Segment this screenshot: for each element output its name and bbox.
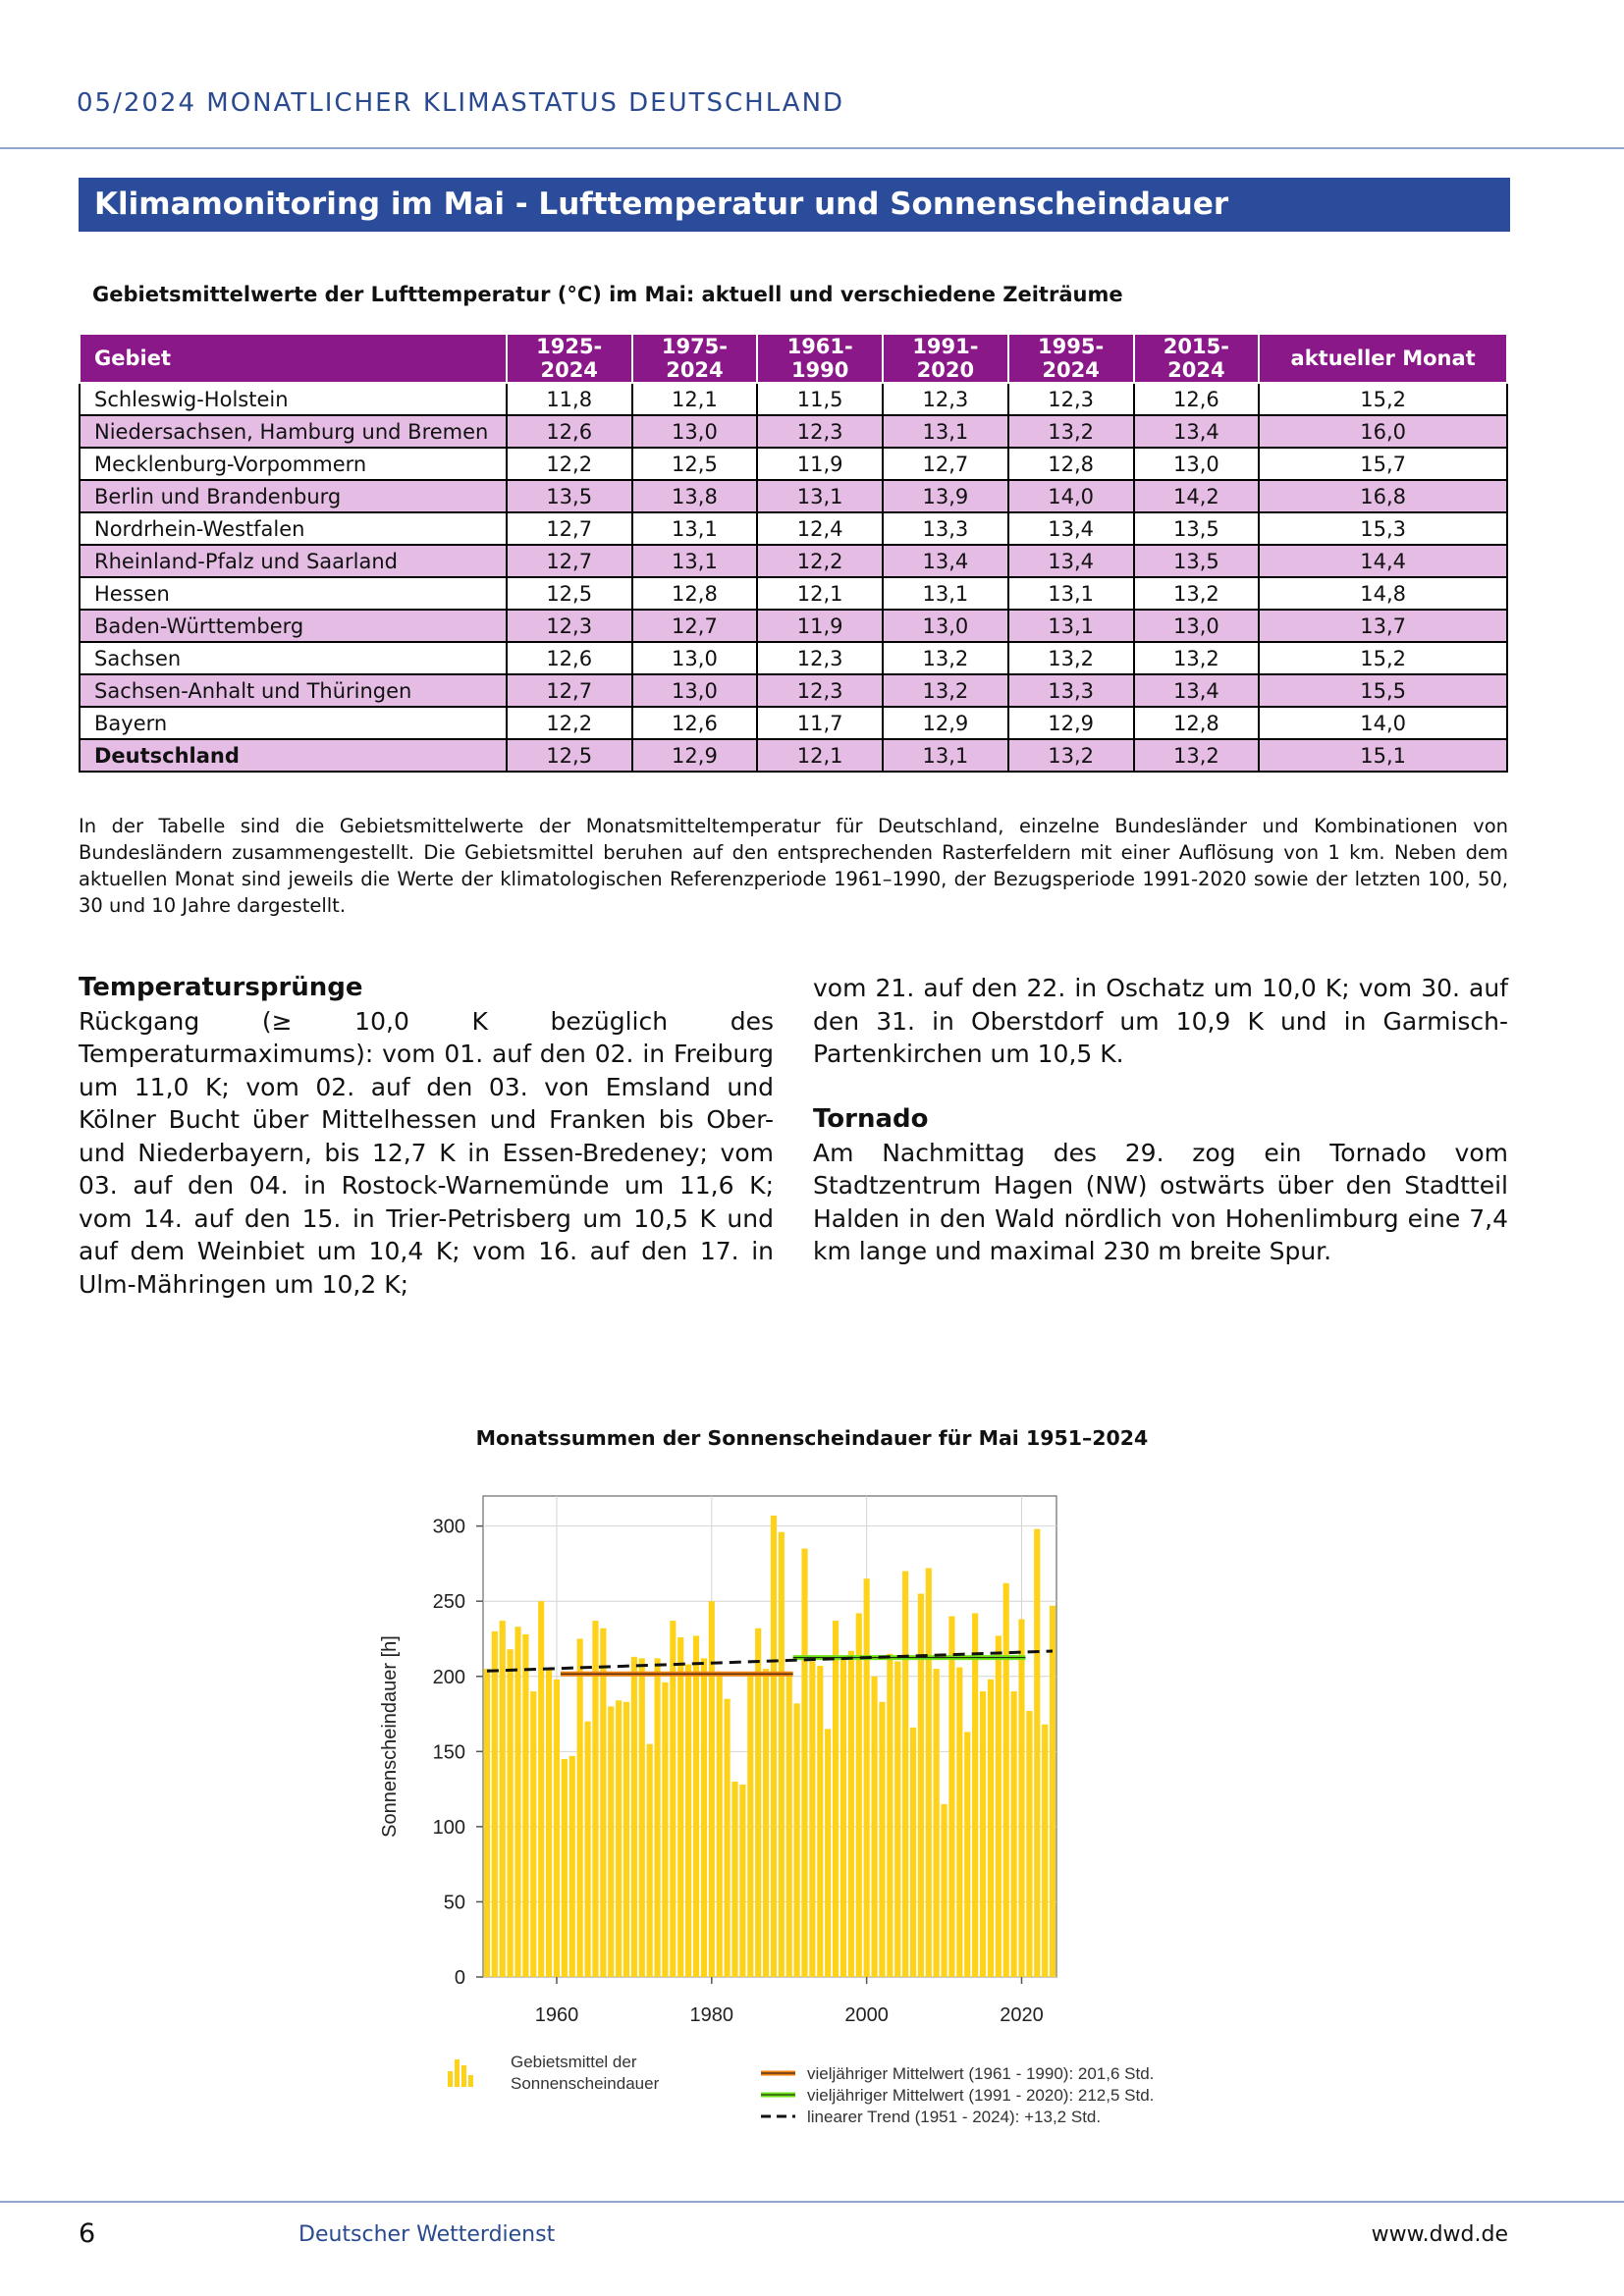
table-cell-value: 12,7	[507, 545, 632, 577]
table-cell-value: 12,3	[883, 383, 1008, 415]
table-cell-region: Hessen	[80, 577, 507, 610]
header-divider	[0, 147, 1624, 149]
table-cell-value: 12,8	[1134, 707, 1260, 739]
table-cell-value: 13,1	[883, 415, 1008, 448]
table-cell-value: 16,0	[1259, 415, 1507, 448]
page-number: 6	[79, 2218, 96, 2249]
table-cell-value: 15,5	[1259, 674, 1507, 707]
table-note: In der Tabelle sind die Gebietsmittelwerte der Monatsmitteltemperatur für Deutschland, einzelne Bundesländer und Kombinationen von Bundesländern zusammengestellt. Die Gebietsmittel beruhen auf den entsprechenden Rasterfeldern mit einer Auflösung von 1 km. Neben dem aktuellen Monat sind jeweils die Werte der klimatologischen Referenzperiode 1961–1990, der Bezugsperiode 1991-2020 sowie der letzten 100, 50, 30 und 10 Jahre dargestellt.	[79, 815, 1508, 917]
table-row	[80, 545, 1507, 577]
bar	[492, 1631, 498, 1977]
table-row	[80, 512, 1507, 545]
table-header-row	[80, 334, 1507, 383]
table-cell-value: 13,4	[1134, 415, 1260, 448]
table-header-cell: 1975-2024	[632, 334, 758, 383]
table-cell-value: 12,3	[757, 674, 883, 707]
bar	[538, 1601, 544, 1977]
table-cell-value: 15,7	[1259, 448, 1507, 480]
table-cell-value: 12,4	[757, 512, 883, 545]
x-tick-label: 1980	[689, 2004, 734, 2026]
bar	[731, 1782, 737, 1977]
table-cell-value: 12,9	[883, 707, 1008, 739]
table-cell-value: 12,1	[757, 739, 883, 772]
bar	[1026, 1711, 1032, 1977]
table-header-cell: aktueller Monat	[1259, 334, 1507, 383]
bar	[685, 1665, 691, 1978]
table-cell-value: 15,1	[1259, 739, 1507, 772]
table-body	[80, 383, 1507, 772]
bar	[647, 1744, 653, 1977]
table-cell-value: 13,2	[883, 674, 1008, 707]
table-cell-value: 12,8	[1008, 448, 1134, 480]
table-cell-value: 12,6	[507, 415, 632, 448]
table-cell-value: 13,2	[883, 642, 1008, 674]
table-header-cell: 1995-2024	[1008, 334, 1134, 383]
table-cell-value: 13,5	[507, 480, 632, 512]
table-header-cell: 1991-2020	[883, 334, 1008, 383]
table-cell-value: 11,7	[757, 707, 883, 739]
table-cell-value: 13,1	[632, 545, 758, 577]
table-cell-value: 11,9	[757, 610, 883, 642]
temperature-jumps-body: Rückgang (≥ 10,0 K bezüglich des Temperaturmaximums): vom 01. auf den 02. in Freiburg um 11,0 K; vom 02. auf den 03. von Emsland und Kölner Bucht über Mittelhessen und Franken bis Ober- und Niederbayern, bis 12,7 K in Essen-Bredeney; vom 03. auf den 04. in Rostock-Warnemünde um 11,6 K; vom 14. auf den 15. in Trier-Petrisberg um 10,5 K und auf dem Weinbiet um 10,4 K; vom 16. auf den 17. in Ulm-Mähringen um 10,2 K;	[79, 1006, 774, 1299]
table-cell-value: 12,9	[632, 739, 758, 772]
table-cell-value: 13,1	[883, 577, 1008, 610]
bar	[739, 1785, 745, 1977]
table-cell-value: 12,1	[632, 383, 758, 415]
table-cell-value: 13,2	[1134, 642, 1260, 674]
table-cell-value: 13,0	[1134, 610, 1260, 642]
table-cell-region: Mecklenburg-Vorpommern	[80, 448, 507, 480]
table-row	[80, 642, 1507, 674]
table-cell-value: 12,6	[1134, 383, 1260, 415]
table-cell-region: Schleswig-Holstein	[80, 383, 507, 415]
table-cell-value: 12,8	[632, 577, 758, 610]
table-cell-value: 12,9	[1008, 707, 1134, 739]
table-cell-value: 13,1	[757, 480, 883, 512]
bar	[887, 1654, 893, 1977]
bar	[709, 1601, 715, 1977]
bar	[755, 1629, 761, 1977]
bar	[546, 1669, 552, 1977]
table-cell-value: 14,8	[1259, 577, 1507, 610]
table-cell-region: Sachsen	[80, 642, 507, 674]
bar	[786, 1672, 792, 1977]
bar	[554, 1680, 560, 1977]
table-cell-region: Berlin und Brandenburg	[80, 480, 507, 512]
y-tick-label: 50	[443, 1892, 465, 1914]
table-cell-value: 14,4	[1259, 545, 1507, 577]
y-tick-label: 0	[454, 1967, 465, 1989]
y-tick-label: 200	[432, 1666, 465, 1688]
tornado-body: Am Nachmittag des 29. zog ein Tornado vom Stadtzentrum Hagen (NW) ostwärts über den Stadtteil Halden in den Wald nördlich von Hohenlimburg eine 7,4 km lange und maximal 230 m breite Spur.	[813, 1138, 1508, 1265]
table-cell-value: 13,5	[1134, 545, 1260, 577]
bar	[801, 1549, 807, 1977]
bar	[918, 1594, 924, 1977]
bar	[717, 1677, 723, 1977]
table-cell-value: 13,0	[1134, 448, 1260, 480]
table-header-cell: 1961-1990	[757, 334, 883, 383]
bar	[771, 1516, 777, 1977]
table-cell-region: Sachsen-Anhalt und Thüringen	[80, 674, 507, 707]
bar	[894, 1661, 900, 1977]
footer-url-link[interactable]: www.dwd.de	[1371, 2222, 1508, 2247]
table-cell-value: 13,2	[1134, 577, 1260, 610]
bar	[639, 1658, 645, 1977]
table-cell-region: Deutschland	[80, 739, 507, 772]
table-cell-value: 13,4	[1008, 545, 1134, 577]
bar	[747, 1674, 753, 1977]
table-row	[80, 480, 1507, 512]
table-cell-value: 14,0	[1008, 480, 1134, 512]
table-cell-value: 12,7	[883, 448, 1008, 480]
table-cell-value: 12,3	[757, 642, 883, 674]
bar	[988, 1680, 994, 1977]
table-header-cell: 1925-2024	[507, 334, 632, 383]
bar	[980, 1691, 986, 1977]
table-cell-value: 12,3	[1008, 383, 1134, 415]
table-cell-value: 13,2	[1134, 739, 1260, 772]
bar	[1003, 1583, 1009, 1977]
bar	[522, 1634, 528, 1977]
bar	[514, 1627, 520, 1977]
bar	[794, 1703, 800, 1977]
table-cell-value: 13,3	[883, 512, 1008, 545]
table-cell-value: 13,4	[1134, 674, 1260, 707]
table-cell-value: 12,5	[632, 448, 758, 480]
table-cell-value: 15,3	[1259, 512, 1507, 545]
bar	[926, 1569, 932, 1978]
table-header-cell: Gebiet	[80, 334, 507, 383]
table-cell-value: 12,2	[507, 707, 632, 739]
bar	[864, 1578, 870, 1977]
table-cell-value: 12,1	[757, 577, 883, 610]
table-row	[80, 707, 1507, 739]
table-cell-value: 13,1	[883, 739, 1008, 772]
table-cell-value: 13,0	[632, 415, 758, 448]
table-row	[80, 415, 1507, 448]
table-cell-value: 12,5	[507, 577, 632, 610]
table-cell-region: Niedersachsen, Hamburg und Bremen	[80, 415, 507, 448]
bar	[996, 1635, 1001, 1977]
table-cell-value: 13,2	[1008, 415, 1134, 448]
table-title: Gebietsmittelwerte der Lufttemperatur (°C) im Mai: aktuell und verschiedene Zeiträume	[92, 283, 1123, 306]
bar	[902, 1572, 908, 1977]
bar	[569, 1756, 575, 1977]
table-cell-region: Bayern	[80, 707, 507, 739]
table-cell-value: 11,5	[757, 383, 883, 415]
table-cell-value: 12,2	[757, 545, 883, 577]
tornado-heading: Tornado	[813, 1104, 929, 1134]
bar	[600, 1629, 606, 1977]
bar	[956, 1668, 962, 1977]
table-cell-value: 12,7	[632, 610, 758, 642]
legend-mean-1991-2020: vieljähriger Mittelwert (1991 - 2020): 212,5 Std.	[807, 2086, 1155, 2105]
bar	[1034, 1529, 1040, 1977]
table-cell-value: 13,7	[1259, 610, 1507, 642]
table-cell-value: 13,1	[1008, 610, 1134, 642]
legend	[448, 2053, 1154, 2126]
legend-mean-1961-1990: vieljähriger Mittelwert (1961 - 1990): 201,6 Std.	[807, 2064, 1155, 2083]
temperature-jumps-section	[79, 972, 774, 1301]
table-cell-value: 13,2	[1008, 739, 1134, 772]
table-cell-value: 13,0	[632, 674, 758, 707]
bar	[840, 1657, 846, 1977]
table-cell-value: 14,2	[1134, 480, 1260, 512]
y-tick-label: 100	[432, 1816, 465, 1839]
footer-divider	[0, 2201, 1624, 2203]
table-cell-value: 11,9	[757, 448, 883, 480]
temperature-jumps-continuation: vom 21. auf den 22. in Oschatz um 10,0 K; vom 30. auf den 31. in Oberstdorf um 10,9 K und in Garmisch-Partenkirchen um 10,5 K.	[813, 974, 1508, 1068]
table-cell-value: 13,4	[1008, 512, 1134, 545]
bar	[662, 1682, 668, 1977]
header-title: 05/2024 MONATLICHER KLIMASTATUS DEUTSCHLAND	[77, 88, 845, 118]
table-cell-region: Rheinland-Pfalz und Saarland	[80, 545, 507, 577]
table-cell-value: 13,1	[1008, 577, 1134, 610]
y-tick-label: 300	[432, 1516, 465, 1538]
sunshine-chart	[363, 1472, 1247, 2150]
y-tick-label: 150	[432, 1741, 465, 1764]
bar	[856, 1613, 862, 1977]
table-cell-value: 12,7	[507, 512, 632, 545]
table-cell-value: 11,8	[507, 383, 632, 415]
table-row	[80, 674, 1507, 707]
bar	[500, 1621, 506, 1977]
bar	[1011, 1691, 1017, 1977]
table-cell-value: 12,6	[507, 642, 632, 674]
table-cell-value: 13,8	[632, 480, 758, 512]
bar	[833, 1621, 839, 1977]
bar	[631, 1657, 637, 1977]
bar	[484, 1669, 490, 1977]
table-cell-value: 13,3	[1008, 674, 1134, 707]
bar	[616, 1700, 622, 1977]
bar	[530, 1691, 536, 1977]
table-row	[80, 448, 1507, 480]
plot-area	[483, 1496, 1056, 1977]
bar	[779, 1532, 785, 1977]
x-tick-label: 2000	[844, 2004, 889, 2026]
bar	[871, 1677, 877, 1977]
bar	[677, 1637, 683, 1977]
bar	[1042, 1725, 1048, 1977]
bar	[584, 1722, 590, 1977]
table-cell-value: 16,8	[1259, 480, 1507, 512]
x-tick-label: 1960	[534, 2004, 579, 2026]
bar	[934, 1669, 940, 1977]
table-cell-value: 13,5	[1134, 512, 1260, 545]
bar	[1018, 1620, 1024, 1977]
table-cell-value: 13,0	[883, 610, 1008, 642]
table-cell-value: 12,2	[507, 448, 632, 480]
bar	[825, 1729, 831, 1977]
table-cell-value: 12,5	[507, 739, 632, 772]
table-cell-value: 14,0	[1259, 707, 1507, 739]
table-cell-value: 12,3	[507, 610, 632, 642]
y-axis-label: Sonnenscheindauer [h]	[379, 1635, 401, 1838]
temperature-table	[79, 333, 1508, 773]
table-cell-value: 12,3	[757, 415, 883, 448]
table-cell-value: 15,2	[1259, 642, 1507, 674]
bar	[693, 1635, 699, 1977]
table-cell-value: 15,2	[1259, 383, 1507, 415]
table-cell-region: Nordrhein-Westfalen	[80, 512, 507, 545]
bar	[763, 1669, 769, 1977]
x-tick-label: 2020	[1000, 2004, 1044, 2026]
table-cell-value: 12,7	[507, 674, 632, 707]
table-row	[80, 383, 1507, 415]
bar	[948, 1617, 954, 1978]
bar	[964, 1732, 970, 1977]
bar	[817, 1666, 823, 1977]
bar	[941, 1804, 947, 1977]
bar	[608, 1706, 614, 1977]
table-row	[80, 577, 1507, 610]
bar	[701, 1658, 707, 1977]
table-cell-value: 13,2	[1008, 642, 1134, 674]
bar	[654, 1658, 660, 1977]
table-cell-region: Baden-Württemberg	[80, 610, 507, 642]
bar	[623, 1702, 629, 1977]
bar	[1050, 1606, 1056, 1977]
table-cell-value: 12,6	[632, 707, 758, 739]
legend-trend: linearer Trend (1951 - 2024): +13,2 Std.	[807, 2108, 1102, 2126]
chart-title: Monatssummen der Sonnenscheindauer für Mai 1951–2024	[475, 1426, 1149, 1450]
footer-organization: Deutscher Wetterdienst	[298, 2222, 556, 2247]
bar	[848, 1651, 854, 1977]
table-row	[80, 739, 1507, 772]
temperature-jumps-heading: Temperatursprünge	[79, 973, 363, 1002]
y-tick-label: 250	[432, 1591, 465, 1614]
table-row	[80, 610, 1507, 642]
legend-bars-label: Gebietsmittel der Sonnenscheindauer	[511, 2053, 660, 2093]
table-cell-value: 13,9	[883, 480, 1008, 512]
table-header-cell: 2015-2024	[1134, 334, 1260, 383]
right-column	[813, 972, 1508, 1268]
table-cell-value: 13,4	[883, 545, 1008, 577]
bar	[972, 1613, 978, 1977]
bar	[809, 1661, 815, 1977]
bar	[725, 1699, 731, 1977]
bar	[910, 1728, 916, 1977]
table-cell-value: 13,0	[632, 642, 758, 674]
table-cell-value: 13,1	[632, 512, 758, 545]
bar	[508, 1649, 514, 1977]
bar	[879, 1702, 885, 1977]
section-title: Klimamonitoring im Mai - Lufttemperatur und Sonnenscheindauer	[79, 178, 1510, 232]
legend-bars-icon	[448, 2059, 473, 2087]
bar	[577, 1638, 583, 1977]
bar	[562, 1759, 568, 1977]
